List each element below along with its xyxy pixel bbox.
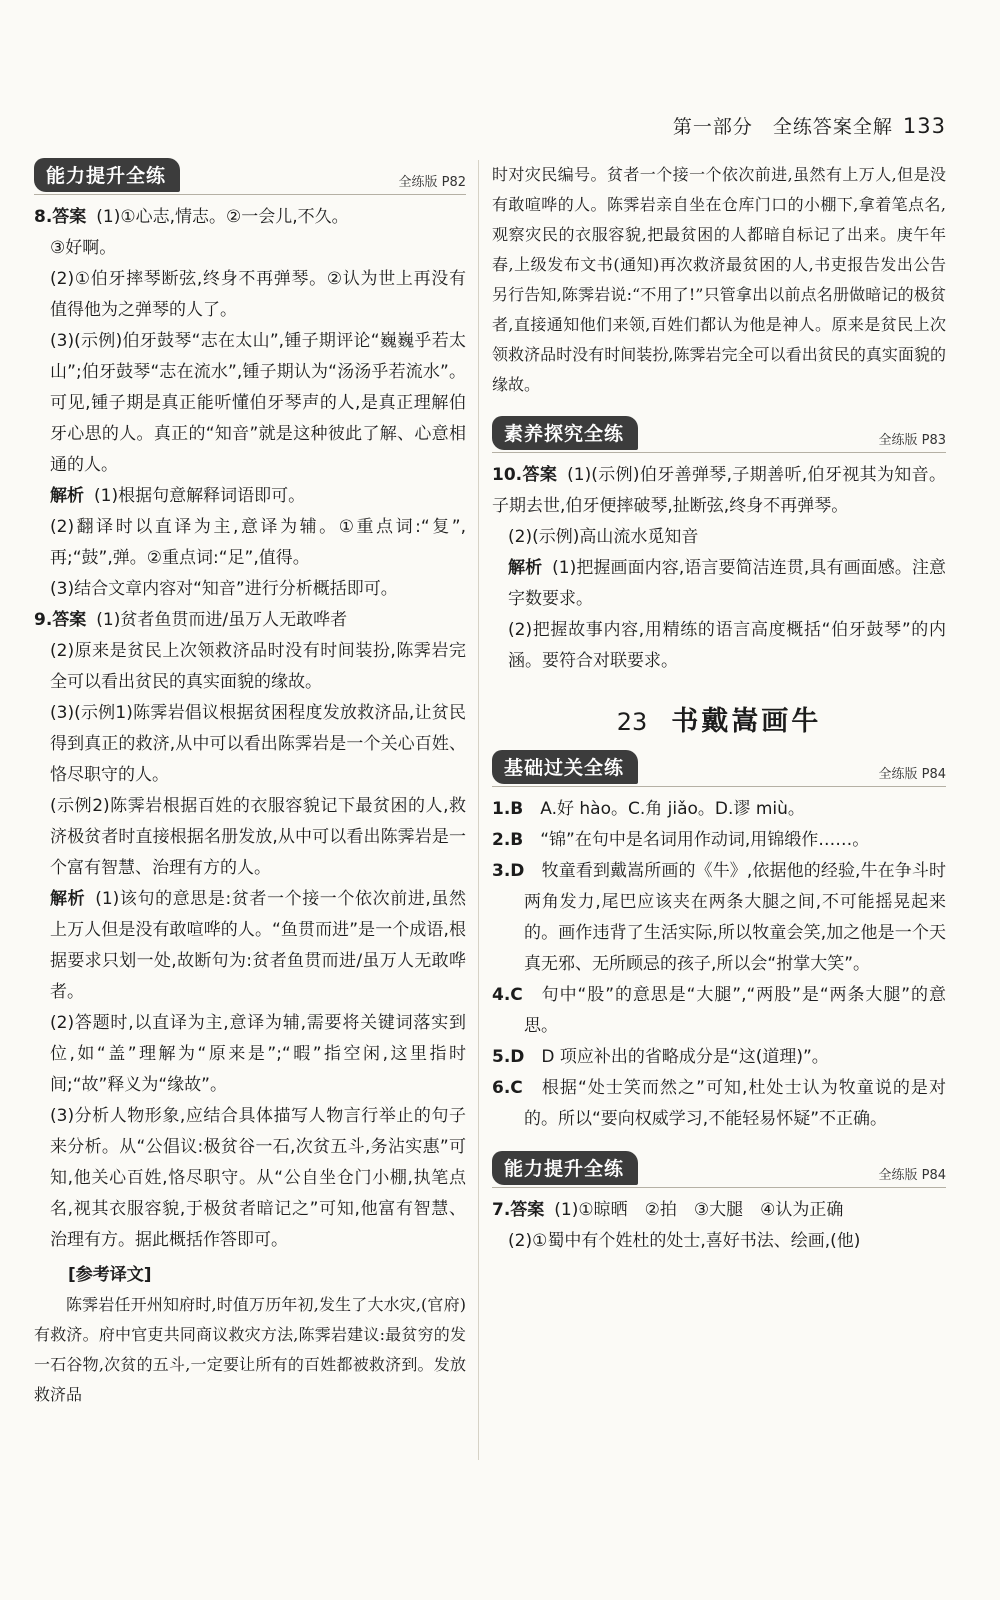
answer-line [492,794,946,825]
question-number: 8. [34,207,53,227]
answer-line [34,264,466,326]
page-header [673,112,946,139]
section-header [34,160,466,195]
reference-translation-title: [参考译文] [68,1265,152,1285]
section-banner: 能力提升全练 [492,1151,638,1185]
answer-text: (3)(示例)伯牙鼓琴“志在太山”,锺子期评论“巍巍乎若太山”;伯牙鼓琴“志在流水”,锺子期认为“汤汤乎若流水”。可见,锺子期是真正能听懂伯牙琴声的人,是真正理解伯牙心思的人。真正的“知音”就是这种彼此了解、心意相通的人。 [50,331,466,475]
answer-text: (1)贫者鱼贯而进/虽万人无敢哗者 [96,610,348,630]
answer-line [34,698,466,791]
answer-text: ③好啊。 [50,238,117,258]
answer-line [492,1195,946,1226]
question-number: 1.B [492,799,524,819]
answer-text: 根据“处士笑而然之”可知,杜处士认为牧童说的是对的。所以“要向权威学习,不能轻易怀疑”不正确。 [522,1078,946,1129]
answer-label: 解析 [50,889,86,909]
answer-line [34,791,466,884]
reference-translation-cont: 时对灾民编号。贫者一个接一个依次前进,虽然有上万人,但是没有敢喧哗的人。陈霁岩亲自坐在仓库门口的小棚下,拿着笔点名,观察灾民的衣服容貌,把最贫困的人都暗自标记了出来。庚午年春,上级发布文书(通知)再次救济最贫困的人,书吏报告发出公告另行告知,陈霁岩说:“不用了!”只管拿出以前点名册做暗记的极贫者,直接通知他们来领,百姓们都认为他是神人。原来是贫民上次领救济品时没有时间装扮,陈霁岩完全可以看出贫民的真实面貌的缘故。 [492,165,946,394]
answer-text: (2)翻译时以直译为主,意译为辅。①重点词:“复”,再;“鼓”,弹。②重点词:“足”,值得。 [50,517,466,568]
answer-line [492,1042,946,1073]
question-number: 4.C [492,985,523,1005]
answer-text: 句中“股”的意思是“大腿”,“两股”是“两条大腿”的意思。 [522,985,946,1036]
question-number: 3.D [492,861,525,881]
section-header [492,752,946,787]
section-banner: 能力提升全练 [34,158,180,192]
answer-text: (1)把握画面内容,语言要简洁连贯,具有画面感。注意字数要求。 [508,558,946,609]
section-header [492,418,946,453]
answer-text: (3)(示例1)陈霁岩倡议根据贫困程度发放救济品,让贫民得到真正的救济,从中可以看出陈霁岩是一个关心百姓、恪尽职守的人。 [50,703,466,785]
answer-list [492,460,946,677]
answer-text: (2)原来是贫民上次领救济品时没有时间装扮,陈霁岩完全可以看出贫民的真实面貌的缘故。 [50,641,466,692]
answer-list [492,794,946,1135]
answer-text: (1)(示例)伯牙善弹琴,子期善听,伯牙视其为知音。子期去世,伯牙便摔破琴,扯断弦,终身不再弹琴。 [492,465,946,516]
answer-line [34,481,466,512]
answer-line [34,605,466,636]
question-number: 6.C [492,1078,523,1098]
section-banner: 素养探究全练 [492,416,638,450]
column-divider [478,160,479,1460]
answer-line [492,615,946,677]
answer-text: (2)①伯牙摔琴断弦,终身不再弹琴。②认为世上再没有值得他为之弹琴的人了。 [50,269,466,320]
answer-label: 解析 [50,486,84,506]
question-number: 9. [34,610,53,630]
answer-label: 答案 [52,207,87,227]
section-banner: 基础过关全练 [492,750,638,784]
answer-text: (2)①蜀中有个姓杜的处士,喜好书法、绘画,(他) [508,1231,861,1251]
answer-label: 答案 [522,465,558,485]
answer-line [34,1008,466,1101]
answer-line [34,326,466,481]
answer-line [492,1073,946,1135]
answer-text: (示例2)陈霁岩根据百姓的衣服容貌记下最贫困的人,救济极贫者时直接根据名册发放,从中可以看出陈霁岩是一个富有智慧、治理有方的人。 [50,796,466,878]
question-number: 5.D [492,1047,525,1067]
answer-text: 牧童看到戴嵩所画的《牛》,依据他的经验,牛在争斗时两角发力,尾巴应该夹在两条大腿之间,不可能摇晃起来的。画作违背了生活实际,所以牧童会笑,加之他是一个天真无邪、无所顾忌的孩子,所以会“拊掌大笑”。 [524,861,946,974]
section-ref: 全练版 P84 [878,1168,946,1183]
answer-line [492,856,946,980]
question-number: 2.B [492,830,524,850]
page-number: 133 [902,114,946,138]
answer-text: (2)(示例)高山流水觅知音 [508,527,699,547]
answer-text: (3)结合文章内容对“知音”进行分析概括即可。 [50,579,398,599]
answer-text: (3)分析人物形象,应结合具体描写人物言行举止的句子来分析。从“公倡议:极贫谷一石,次贫五斗,务沾实惠”可知,他关心百姓,恪尽职守。从“公自坐仓门小棚,执笔点名,视其衣服容貌,于极贫者暗记之”可知,他富有智慧、治理有方。据此概括作答即可。 [50,1106,466,1250]
answer-line [34,884,466,1008]
answer-text: A.好 hào。C.角 jiǎo。D.谬 miù。 [523,799,805,819]
section-header [492,1153,946,1188]
question-number: 10. [492,465,523,485]
answer-list [34,202,466,1256]
question-number: 7. [492,1200,511,1220]
answer-text: “锦”在句中是名词用作动词,用锦缎作……。 [523,830,870,850]
answer-label: 解析 [508,558,543,578]
answer-line [34,512,466,574]
answer-line [492,825,946,856]
answer-line [34,233,466,264]
left-column [34,160,466,1410]
right-column [492,160,946,1257]
answer-line [492,460,946,522]
section-ref: 全练版 P82 [398,175,466,190]
answer-text: (1)①晾晒 ②拍 ③大腿 ④认为正确 [554,1200,844,1220]
answer-label: 答案 [52,610,87,630]
answer-text: (1)①心志,情志。②一会儿,不久。 [96,207,349,227]
answer-text: D 项应补出的省略成分是“这(道理)”。 [524,1047,829,1067]
answer-line [34,574,466,605]
reference-translation: 陈霁岩任开州知府时,时值万历年初,发生了大水灾,(官府)有救济。府中官吏共同商议救灾方法,陈霁岩建议:最贫穷的发一石谷物,次贫的五斗,一定要让所有的百姓都被救济到。发放救济品 [34,1295,466,1404]
section-title: 第一部分 全练答案全解 [672,116,893,138]
answer-line [492,553,946,615]
lesson-name: 书戴嵩画牛 [671,706,822,737]
answer-line [492,522,946,553]
answer-line [492,1226,946,1257]
answer-line [34,202,466,233]
answer-line [34,1101,466,1256]
answer-text: (2)把握故事内容,用精练的语言高度概括“伯牙鼓琴”的内涵。要符合对联要求。 [508,620,946,671]
answer-line [492,980,946,1042]
answer-list [492,1195,946,1257]
lesson-number: 23 [616,708,648,736]
section-ref: 全练版 P84 [878,767,946,782]
lesson-title [492,699,946,738]
answer-text: (1)根据句意解释词语即可。 [94,486,306,506]
section-ref: 全练版 P83 [878,433,946,448]
answer-label: 答案 [510,1200,545,1220]
answer-text: (2)答题时,以直译为主,意译为辅,需要将关键词落实到位,如“盖”理解为“原来是”;“暇”指空闲,这里指时间;“故”释义为“缘故”。 [50,1013,466,1095]
answer-line [34,636,466,698]
answer-text: (1)该句的意思是:贫者一个接一个依次前进,虽然上万人但是没有敢喧哗的人。“鱼贯而进”是一个成语,根据要求只划一处,故断句为:贫者鱼贯而进/虽万人无敢哗者。 [50,889,466,1002]
